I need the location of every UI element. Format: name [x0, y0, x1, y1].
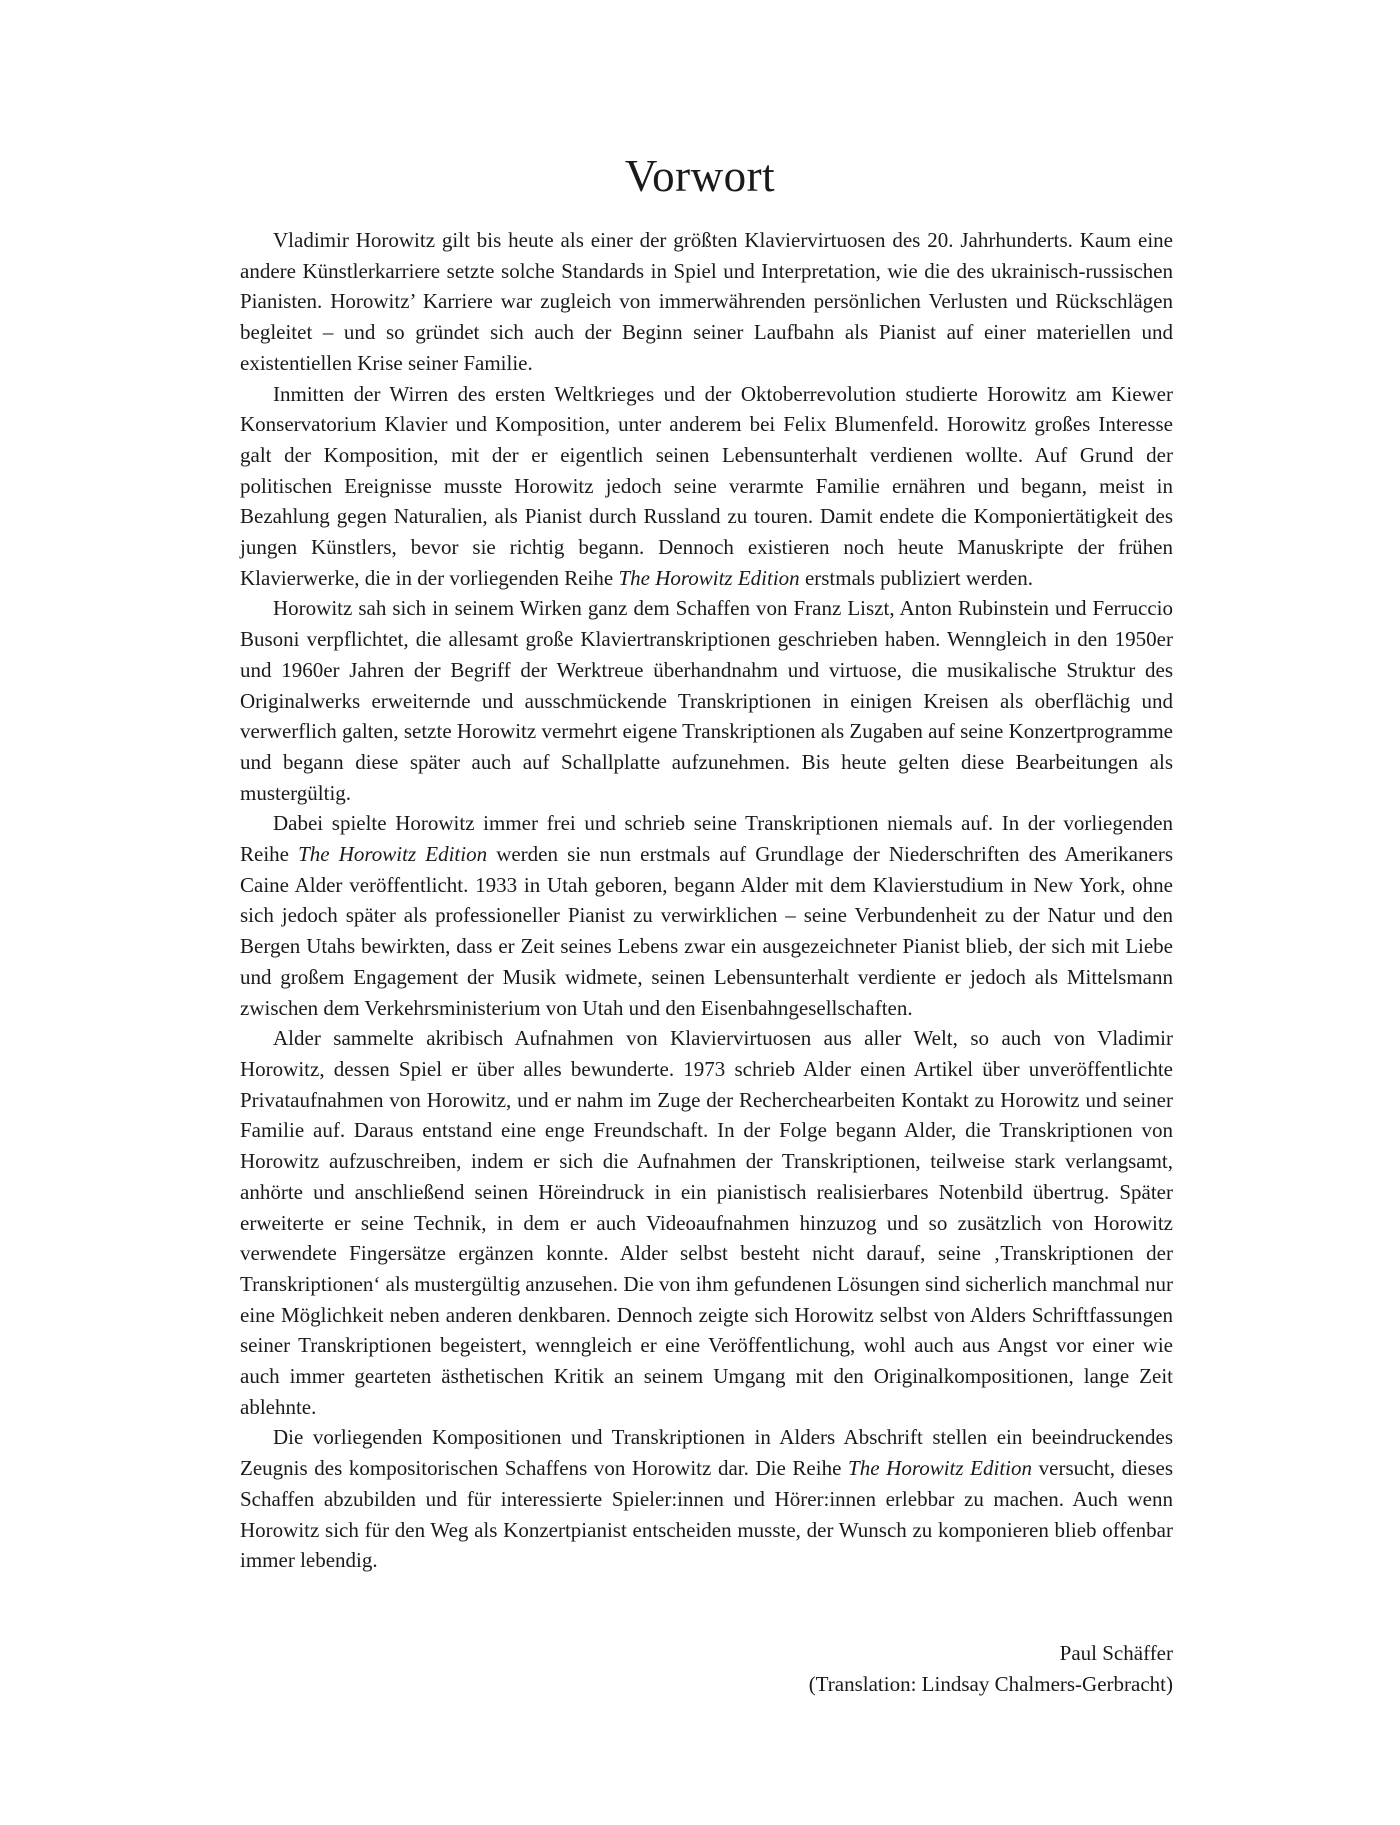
paragraph-text: versucht, dieses Schaffen abzubilden und für interessierte Spieler:innen und Hörer:innen erlebbar zu machen. Auch wenn Horowitz sich für den Weg als Konzertpianist entscheiden musste, der Wunsch zu komponieren blieb offenbar immer lebendig.: [240, 1456, 1173, 1573]
paragraph-text: Inmitten der Wirren des ersten Weltkrieges und der Oktoberrevolution studierte Horowitz am Kiewer Konservatorium Klavier und Komposition, unter anderem bei Felix Blumenfeld. Horowitz großes Interesse galt der Komposition, mit der er eigentlich seinen Lebensunterhalt verdienen wollte. Auf Grund der politischen Ereignisse musste Horowitz jedoch seine verarmte Familie ernähren und begann, meist in Bezahlung gegen Naturalien, als Pianist durch Russland zu touren. Damit endete die Komponiertätigkeit des jungen Künstlers, bevor sie richtig begann. Dennoch existieren noch heute Manuskripte der frühen Klavierwerke, die in der vorliegenden Reihe: [240, 381, 1173, 590]
page-title: Vorwort: [624, 151, 776, 201]
paragraph-text: erstmals publiziert werden.: [799, 565, 1033, 590]
paragraph-text: werden sie nun erstmals auf Grundlage der Niederschriften des Amerikaners Caine Alder veröffentlicht. 1933 in Utah geboren, begann Alder mit dem Klavierstudium in New York, ohne sich jedoch später als professioneller Pianist zu verwirklichen – seine Verbundenheit zu der Natur und den Bergen Utahs bewirkten, dass er Zeit seines Lebens zwar ein ausgezeichneter Pianist blieb, der sich mit Liebe und großem Engagement der Musik widmete, seinen Lebensunterhalt verdiente er jedoch als Mittelsmann zwischen dem Verkehrsministerium von Utah und den Eisenbahngesellschaften.: [240, 842, 1173, 1020]
body-paragraph: [240, 1422, 1173, 1576]
body-paragraph: [240, 1023, 1173, 1422]
series-title: The Horowitz Edition: [298, 842, 488, 867]
paragraph-text: Die vorliegenden Kompositionen und Transkriptionen in Alders Abschrift stellen ein beeindruckendes Zeugnis des kompositorischen Schaffens von Horowitz dar. Die Reihe: [240, 1425, 1173, 1481]
paragraph-text: Alder sammelte akribisch Aufnahmen von Klaviervirtuosen aus aller Welt, so auch von Vladimir Horowitz, dessen Spiel er über alles bewunderte. 1973 schrieb Alder einen Artikel über unveröffentlichte Privataufnahmen von Horowitz, und er nahm im Zuge der Recherchearbeiten Kontakt zu Horowitz und seiner Familie auf. Daraus entstand eine enge Freundschaft. In der Folge begann Alder, die Transkriptionen von Horowitz aufzuschreiben, indem er sich die Aufnahmen der Transkriptionen, teilweise stark verlangsamt, anhörte und anschließend seinen Höreindruck in ein pianistisch realisierbares Notenbild übertrug. Später erweiterte er seine Technik, in dem er auch Videoaufnahmen hinzuzog und so zusätzlich von Horowitz verwendete Fingersätze ergänzen konnte. Alder selbst besteht nicht darauf, seine ‚Transkriptionen der Transkriptionen‘ als mustergültig anzusehen. Die von ihm gefundenen Lösungen sind sicherlich manchmal nur eine Möglichkeit neben anderen denkbaren. Dennoch zeigte sich Horowitz selbst von Alders Schriftfassungen seiner Transkriptionen begeistert, wenngleich er eine Veröffentlichung, wohl auch aus Angst vor einer wie auch immer gearteten ästhetischen Kritik an seinem Umgang mit den Originalkompositionen, lange Zeit ablehnte.: [240, 1026, 1173, 1419]
series-title: The Horowitz Edition: [848, 1456, 1033, 1481]
author-name: Paul Schäffer: [1059, 1641, 1173, 1665]
body-paragraph: [240, 808, 1173, 1023]
signature-block: [240, 1638, 1173, 1699]
body-paragraph: [240, 379, 1173, 594]
body-paragraph: [240, 225, 1173, 379]
preface-body: [240, 225, 1173, 1576]
body-paragraph: [240, 593, 1173, 808]
paragraph-text: Horowitz sah sich in seinem Wirken ganz dem Schaffen von Franz Liszt, Anton Rubinstein und Ferruccio Busoni verpflichtet, die allesamt große Klaviertranskriptionen geschrieben haben. Wenngleich in den 1950er und 1960er Jahren der Begriff der Werktreue überhandnahm und virtuose, die musikalische Struktur des Originalwerks erweiternde und ausschmückende Transkriptionen in einigen Kreisen als oberflächig und verwerflich galten, setzte Horowitz vermehrt eigene Transkriptionen als Zugaben auf seine Konzertprogramme und begann diese später auch auf Schallplatte aufzunehmen. Bis heute gelten diese Bearbeitungen als mustergültig.: [240, 596, 1174, 805]
paragraph-text: Dabei spielte Horowitz immer frei und schrieb seine Transkriptionen niemals auf. In der vorliegenden Reihe: [240, 811, 1173, 867]
paragraph-text: Vladimir Horowitz gilt bis heute als einer der größten Klaviervirtuosen des 20. Jahrhunderts. Kaum eine andere Künstlerkarriere setzte solche Standards in Spiel und Interpretation, wie die des ukrainisch-russischen Pianisten. Horowitz’ Karriere war zugleich von immerwährenden persönlichen Verlusten und Rückschlägen begleitet – und so gründet sich auch der Beginn seiner Laufbahn als Pianist auf einer materiellen und existentiellen Krise seiner Familie.: [240, 228, 1173, 375]
series-title: The Horowitz Edition: [618, 565, 800, 590]
translation-credit: (Translation: Lindsay Chalmers-Gerbracht): [808, 1671, 1173, 1696]
